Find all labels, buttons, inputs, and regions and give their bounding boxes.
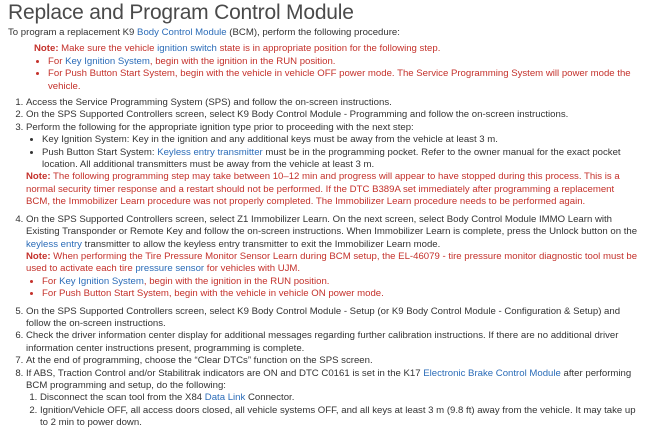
note-text-end: state is in appropriate position for the following step. xyxy=(216,43,441,55)
bullet-text: For xyxy=(42,275,60,287)
note-text: Make sure the vehicle xyxy=(58,43,158,55)
step-6: 6. Check the driver information center display for additional messages regarding further calibration instructions. If there are no additional driver information center instructions present, programming is complete. xyxy=(26,330,640,355)
substep-2: 2. Ignition/Vehicle OFF, all access doors closed, all vehicle systems OFF, and all keys at least 3 m (9.8 ft) away from the vehicle. It may take up to 2 min to power down. xyxy=(40,405,640,430)
bullet-text-end: , begin with the ignition in the RUN position. xyxy=(143,275,330,287)
step-3-text: Perform the following for the appropriate ignition type prior to proceeding with the next step: xyxy=(26,121,414,133)
pressure-sensor-link[interactable]: pressure sensor xyxy=(135,263,205,275)
step-8-text: If ABS, Traction Control and/or Stabilitrak indicators are ON and DTC C0161 is set in the K17 xyxy=(26,367,424,379)
bullet-text-end: must be in the programming pocket. Refer to the owner manual for the exact pocket location. All additional transmitters must be away from the vehicle at least 3 m. xyxy=(42,146,621,171)
step-4-note xyxy=(26,251,640,276)
substep-1 xyxy=(40,392,640,404)
procedure-steps xyxy=(8,97,640,430)
step-4-bullets xyxy=(26,276,640,301)
step-3-note xyxy=(26,171,640,208)
list-item xyxy=(48,56,640,68)
step-3 xyxy=(26,122,640,209)
note-label: Note: xyxy=(26,250,51,262)
step-7: 7. At the end of programming, choose the “Clear DTCs” function on the SPS screen. xyxy=(26,355,640,367)
bullet-text: Push Button Start System: xyxy=(42,146,158,158)
note-text-end: for vehicles with UJM. xyxy=(204,263,301,275)
step-5: 5. On the SPS Supported Controllers screen, select K9 Body Control Module - Setup (or K9 Body Control Module - Configuration & Setup) and follow the on-screen instructions. xyxy=(26,306,640,331)
bullet-text-end: , begin with the ignition in the RUN position. xyxy=(149,55,336,67)
step-2: 2. On the SPS Supported Controllers screen, select K9 Body Control Module - Programming and follow the on-screen instructions. xyxy=(26,109,640,121)
list-item xyxy=(42,276,640,288)
substep-text-end: Connector. xyxy=(245,392,295,404)
electronic-brake-control-module-link[interactable]: Electronic Brake Control Module xyxy=(423,367,561,379)
step-3-bullets xyxy=(26,134,640,171)
keyless-entry-link[interactable]: keyless entry xyxy=(26,238,82,250)
list-item: • For Push Button Start System, begin with the vehicle in vehicle ON power mode. xyxy=(42,288,640,300)
key-ignition-system-link[interactable]: Key Ignition System xyxy=(65,55,150,67)
keyless-entry-transmitter-link[interactable]: Keyless entry transmitter xyxy=(157,146,263,158)
step-8-text-end: after performing BCM programming and setup, do the following: xyxy=(26,367,632,391)
note-label: Note: xyxy=(26,171,51,183)
ignition-switch-link[interactable]: ignition switch xyxy=(157,43,217,55)
list-item: • Key Ignition System: Key in the ignition and any additional keys must be away from the vehicle at least 3 m. xyxy=(42,134,640,146)
bullet-text: For xyxy=(48,55,66,67)
data-link-link[interactable]: Data Link xyxy=(204,392,246,404)
note-text: The following programming step may take between 10–12 min and progress will appear to have stopped during this process. This is a normal security timer response and a restart should not be performed. If the DTC B389A set immediately after programming a replacement BCM, the Immobilizer Learn procedure was not properly completed. The Immobilizer Learn procedure needs to be performed again. xyxy=(26,171,620,208)
page-title: Replace and Program Control Module xyxy=(8,1,354,24)
note-label: Note: xyxy=(34,43,59,55)
step-8 xyxy=(26,368,640,430)
substep-text: Disconnect the scan tool from the X84 xyxy=(40,392,205,404)
step-4-text-end: transmitter to allow the keyless entry transmitter to exit the Immobilizer Learn mode. xyxy=(81,238,441,250)
body-control-module-link[interactable]: Body Control Module xyxy=(137,27,227,38)
top-note xyxy=(34,43,640,93)
intro-paragraph xyxy=(8,27,640,39)
intro-text-end: (BCM), perform the following procedure: xyxy=(226,27,400,38)
step-8-substeps xyxy=(26,392,640,429)
note-text: When performing the Tire Pressure Monitor Sensor Learn during BCM setup, the EL-46079 - tire pressure monitor diagnostic tool must be used to activate each tire xyxy=(26,250,638,275)
key-ignition-system-link-2[interactable]: Key Ignition System xyxy=(59,275,144,287)
intro-text: To program a replacement K9 xyxy=(8,27,138,38)
step-4-text: On the SPS Supported Controllers screen, select Z1 Immobilizer Learn. On the next screen, select Body Control Module IMMO Learn with Existing Transponder or Remote Key and follow the on-screen instructions. When Immobilizer Learn is complete, press the Unlock button on the xyxy=(26,213,638,238)
step-1: 1. Access the Service Programming System (SPS) and follow the on-screen instructions. xyxy=(26,97,640,109)
step-4 xyxy=(26,214,640,301)
list-item: • For Push Button Start System, begin with the vehicle in vehicle OFF power mode. The Service Programming System will power mode the vehicle. xyxy=(48,68,640,93)
list-item xyxy=(42,147,640,172)
note-bullets xyxy=(34,56,640,93)
